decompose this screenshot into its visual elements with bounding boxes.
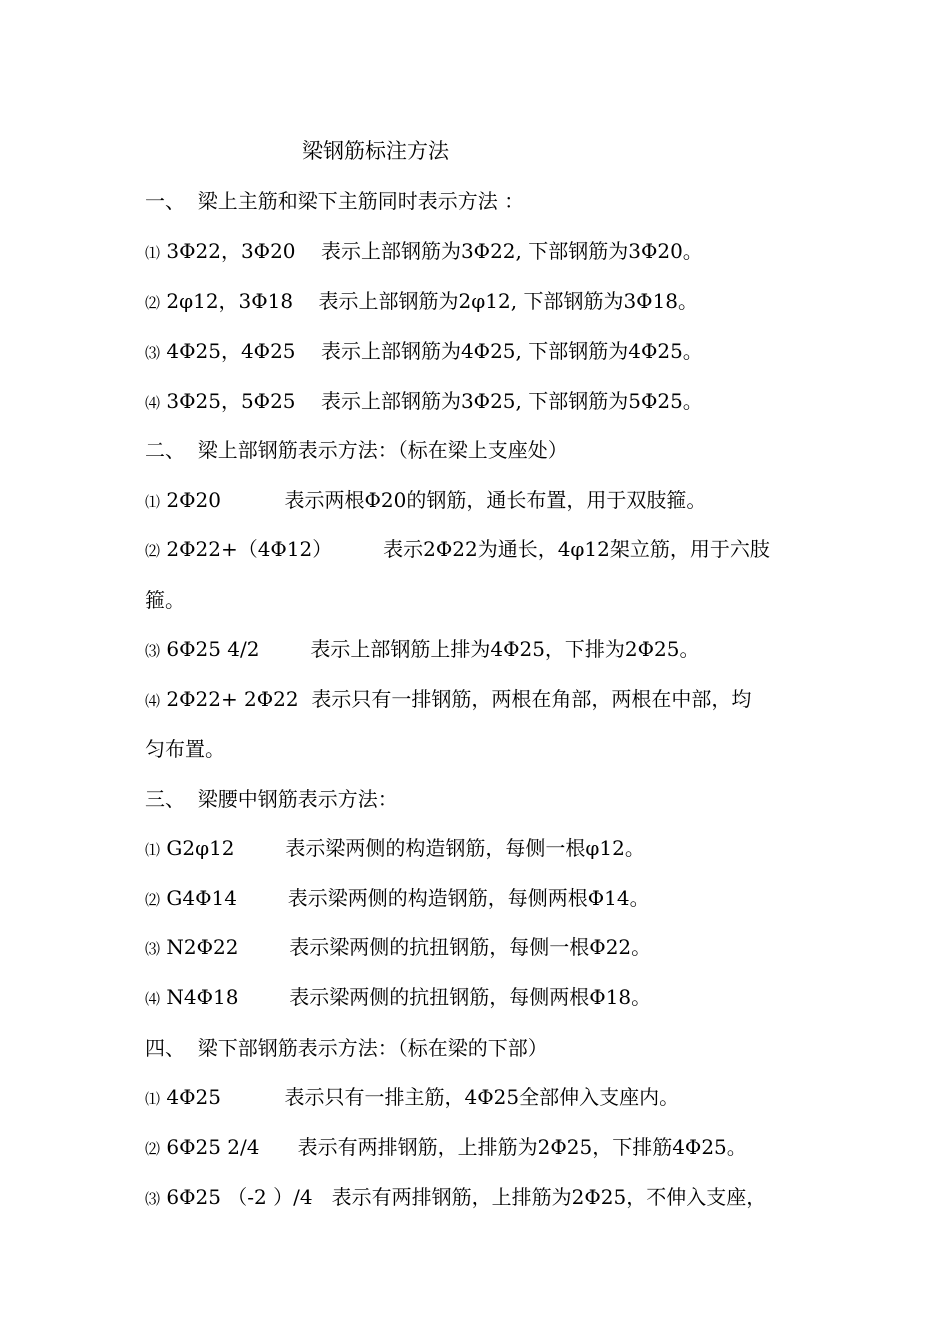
item-number: ⑴ [145, 1090, 161, 1108]
item-number: ⑵ [145, 891, 161, 909]
item-number: ⑵ [145, 294, 161, 312]
list-item-continuation [145, 734, 225, 766]
list-item [145, 534, 770, 566]
list-item [145, 485, 706, 517]
list-item [145, 286, 698, 318]
line-text: 2φ12，3Φ18 表示上部钢筋为2φ12, 下部钢筋为3Φ18。 [160, 289, 699, 313]
section-heading-1 [145, 186, 524, 218]
line-text: 6Φ25 4/2 表示上部钢筋上排为4Φ25，下排为2Φ25。 [160, 637, 700, 661]
line-text: 匀布置。 [145, 737, 225, 761]
section-heading-3 [145, 784, 398, 816]
line-text: 6Φ25 2/4 表示有两排钢筋，上排筋为2Φ25，下排筋4Φ25。 [160, 1135, 747, 1159]
item-number: ⑶ [145, 344, 161, 362]
item-number: ⑵ [145, 1140, 161, 1158]
line-text: G4Φ14 表示梁两侧的构造钢筋，每侧两根Φ14。 [160, 886, 650, 910]
line-text: G2φ12 表示梁两侧的构造钢筋，每侧一根φ12。 [160, 836, 645, 860]
item-number: ⑷ [145, 990, 161, 1008]
list-item [145, 386, 703, 418]
list-item [145, 1082, 679, 1114]
line-text: 3Φ22，3Φ20 表示上部钢筋为3Φ22, 下部钢筋为3Φ20。 [160, 239, 703, 263]
line-text: 2Φ22+（4Φ12） 表示2Φ22为通长，4φ12架立筋，用于六肢 [160, 537, 770, 561]
item-number: ⑷ [145, 692, 161, 710]
item-number: ⑶ [145, 940, 161, 958]
list-item [145, 982, 651, 1014]
list-item [145, 336, 703, 368]
item-number: ⑴ [145, 244, 161, 262]
list-item [145, 883, 650, 915]
line-text: 2Φ22+ 2Φ22 表示只有一排钢筋，两根在角部，两根在中部，均 [160, 687, 752, 711]
list-item [145, 932, 651, 964]
item-number: ⑶ [145, 1190, 161, 1208]
list-item [145, 634, 700, 666]
list-item [145, 1132, 747, 1164]
document-title: 梁钢筋标注方法 [302, 139, 449, 163]
item-number: ⑴ [145, 493, 161, 511]
list-item [145, 236, 703, 268]
line-text: 三、 梁腰中钢筋表示方法： [145, 787, 398, 811]
item-number: ⑴ [145, 841, 161, 859]
line-text: 4Φ25 表示只有一排主筋，4Φ25全部伸入支座内。 [160, 1085, 680, 1109]
section-heading-2 [145, 435, 568, 467]
list-item-continuation [145, 585, 185, 617]
line-text: 4Φ25，4Φ25 表示上部钢筋为4Φ25, 下部钢筋为4Φ25。 [160, 339, 703, 363]
line-text: 箍。 [145, 588, 185, 612]
line-text: 3Φ25，5Φ25 表示上部钢筋为3Φ25, 下部钢筋为5Φ25。 [160, 389, 703, 413]
line-text: 四、 梁下部钢筋表示方法：（标在梁的下部） [145, 1036, 548, 1060]
list-item [145, 684, 751, 716]
list-item [145, 833, 645, 865]
line-text: 二、 梁上部钢筋表示方法：（标在梁上支座处） [145, 438, 568, 462]
line-text: 2Φ20 表示两根Φ20的钢筋，通长布置，用于双肢箍。 [160, 488, 707, 512]
line-text: 6Φ25 （-2 ）/4 表示有两排钢筋，上排筋为2Φ25，不伸入支座， [160, 1185, 767, 1209]
item-number: ⑵ [145, 542, 161, 560]
section-heading-4 [145, 1033, 548, 1065]
item-number: ⑷ [145, 394, 161, 412]
item-number: ⑶ [145, 642, 161, 660]
line-text: N4Φ18 表示梁两侧的抗扭钢筋，每侧两根Φ18。 [160, 985, 652, 1009]
line-text: N2Φ22 表示梁两侧的抗扭钢筋，每侧一根Φ22。 [160, 935, 652, 959]
line-text: 一、 梁上主筋和梁下主筋同时表示方法 ： [145, 189, 525, 213]
list-item [145, 1182, 766, 1214]
